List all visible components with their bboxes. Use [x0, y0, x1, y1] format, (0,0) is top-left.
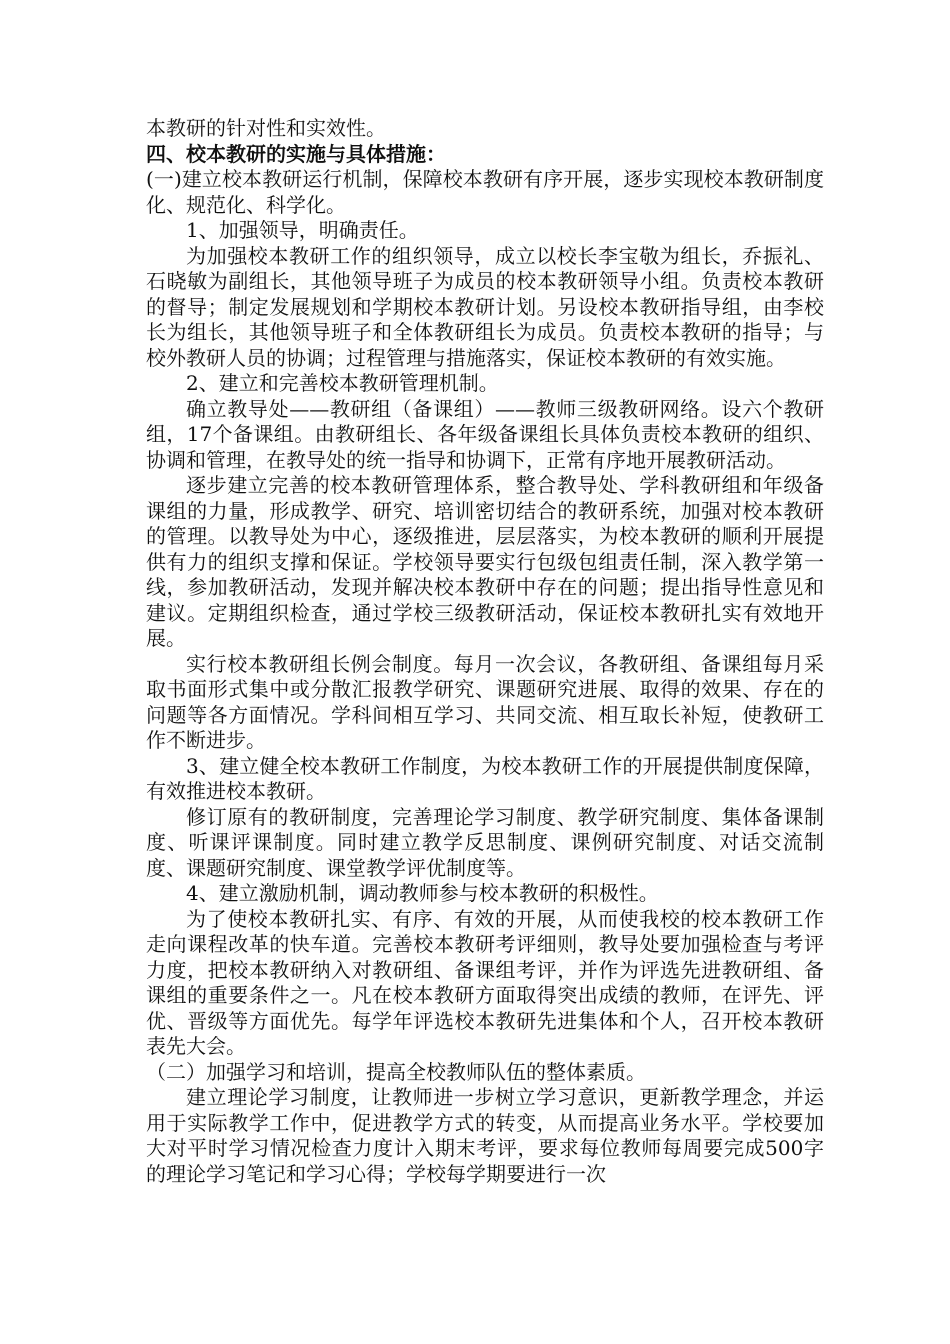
- paragraph: 修订原有的教研制度，完善理论学习制度、教学研究制度、集体备课制度、听课评课制度。同时建立教学反思制度、课例研究制度、对话交流制度、课题研究制度、课堂教学评优制度等。: [146, 804, 824, 880]
- subsection-heading-2: （二）加强学习和培训，提高全校教师队伍的整体素质。: [146, 1059, 646, 1084]
- paragraph: 建立理论学习制度，让教师进一步树立学习意识，更新教学理念，并运用于实际教学工作中，促进教学方式的转变，从而提高业务水平。学校要加大对平时学习情况检查力度计入期末考评，要求每位教师每周要完成500字的理论学习笔记和学习心得；学校每学期要进行一次: [146, 1085, 824, 1186]
- item-heading-2: 2、建立和完善校本教研管理机制。: [186, 371, 499, 395]
- document-page: [146, 116, 824, 1187]
- paragraph-continuation: 本教研的针对性和实效性。: [146, 116, 386, 140]
- section-heading: 四、校本教研的实施与具体措施：: [146, 141, 446, 166]
- item-heading-1: 1、加强领导，明确责任。: [186, 218, 419, 242]
- item-heading-4: 4、建立激励机制，调动教师参与校本教研的积极性。: [186, 881, 659, 905]
- paragraph: 为加强校本教研工作的组织领导，成立以校长李宝敬为组长，乔振礼、石晓敏为副组长，其他领导班子为成员的校本教研领导小组。负责校本教研的督导；制定发展规划和学期校本教研计划。另设校本教研指导组，由李校长为组长，其他领导班子和全体教研组长为成员。负责校本教研的指导；与校外教研人员的协调；过程管理与措施落实，保证校本教研的有效实施。: [146, 243, 824, 370]
- paragraph: 逐步建立完善的校本教研管理体系，整合教导处、学科教研组和年级备课组的力量，形成教学、研究、培训密切结合的教研系统，加强对校本教研的管理。以教导处为中心，逐级推进，层层落实，为校本教研的顺利开展提供有力的组织支撑和保证。学校领导要实行包级包组责任制，深入教学第一线，参加教研活动，发现并解决校本教研中存在的问题；提出指导性意见和建议。定期组织检查，通过学校三级教研活动，保证校本教研扎实有效地开展。: [146, 473, 824, 650]
- paragraph: 为了使校本教研扎实、有序、有效的开展，从而使我校的校本教研工作走向课程改革的快车道。完善校本教研考评细则，教导处要加强检查与考评力度，把校本教研纳入对教研组、备课组考评，并作为评选先进教研组、备课组的重要条件之一。凡在校本教研方面取得突出成绩的教师，在评先、评优、晋级等方面优先。每学年评选校本教研先进集体和个人，召开校本教研表先大会。: [146, 906, 824, 1058]
- paragraph: 确立教导处——教研组（备课组）——教师三级教研网络。设六个教研组，17个备课组。由教研组长、各年级备课组长具体负责校本教研的组织、协调和管理，在教导处的统一指导和协调下，正常有序地开展教研活动。: [146, 396, 824, 472]
- paragraph: 实行校本教研组长例会制度。每月一次会议，各教研组、备课组每月采取书面形式集中或分散汇报教学研究、课题研究进展、取得的效果、存在的问题等各方面情况。学科间相互学习、共同交流、相互取长补短，使教研工作不断进步。: [146, 651, 824, 752]
- item-heading-3: 3、建立健全校本教研工作制度，为校本教研工作的开展提供制度保障，有效推进校本教研。: [146, 753, 824, 803]
- subsection-heading-1: (一)建立校本教研运行机制，保障校本教研有序开展，逐步实现校本教研制度化、规范化、科学化。: [146, 167, 824, 217]
